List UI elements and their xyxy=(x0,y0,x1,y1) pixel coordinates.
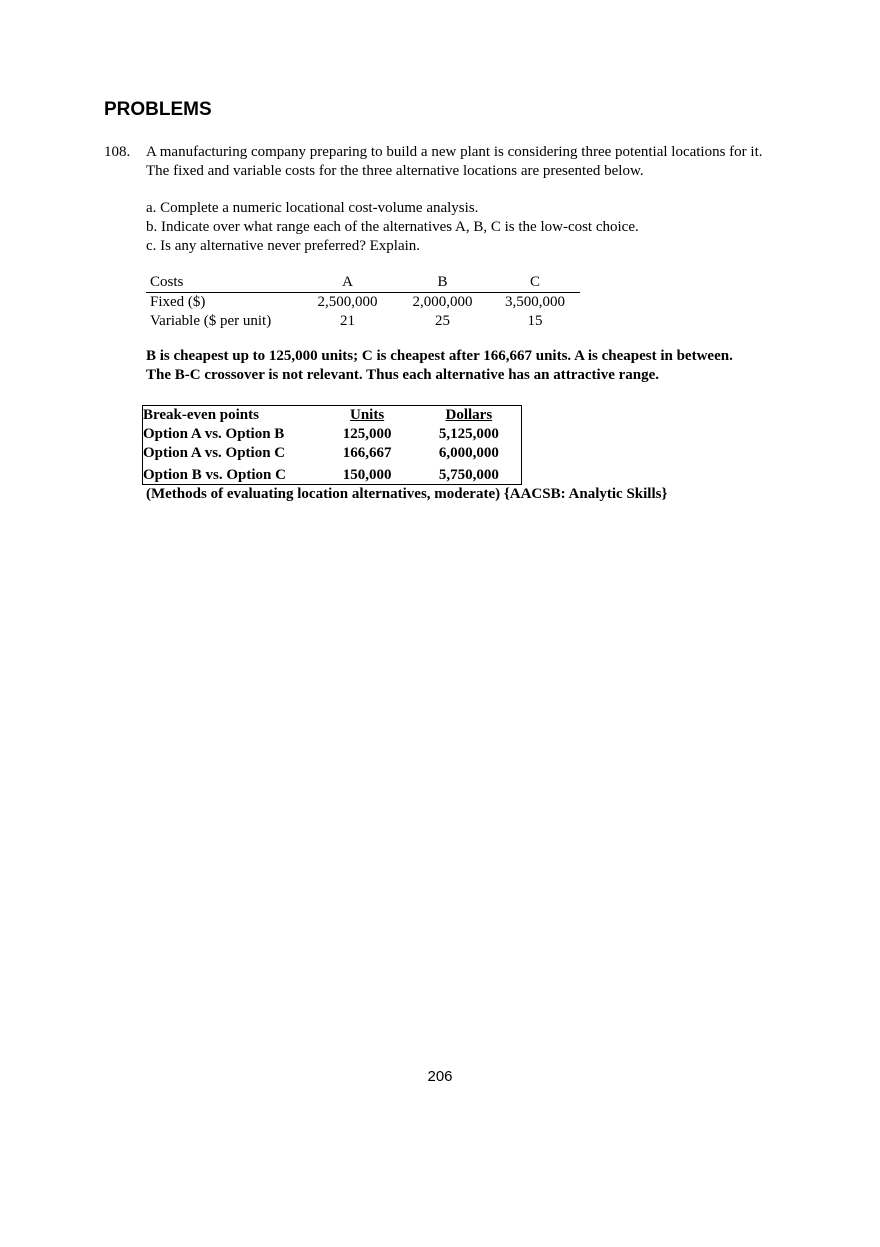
breakeven-dollars: 5,125,000 xyxy=(438,426,499,442)
cost-cell-a: 2,500,000 xyxy=(317,294,378,310)
cost-header-c: C xyxy=(490,273,580,293)
question-part-c: c. Is any alternative never preferred? Explain. xyxy=(146,238,421,254)
cost-header-a: A xyxy=(300,273,395,293)
cost-cell-b: 2,000,000 xyxy=(412,294,473,310)
methods-note: (Methods of evaluating location alternatives, moderate) {AACSB: Analytic Skills} xyxy=(146,486,668,502)
question-part-a: a. Complete a numeric locational cost-volume analysis. xyxy=(146,200,479,216)
breakeven-header-dollars: Dollars xyxy=(445,407,493,423)
breakeven-header-label: Break-even points xyxy=(143,407,259,423)
page-number: 206 xyxy=(427,1068,453,1085)
breakeven-units: 166,667 xyxy=(342,445,392,461)
breakeven-table xyxy=(143,406,521,485)
breakeven-box xyxy=(142,405,522,485)
question-parts xyxy=(146,199,639,256)
breakeven-dollars: 6,000,000 xyxy=(438,445,499,461)
question-part-b: b. Indicate over what range each of the alternatives A, B, C is the low-cost choice. xyxy=(146,219,639,235)
breakeven-units: 125,000 xyxy=(342,426,392,442)
breakeven-header-units: Units xyxy=(350,407,385,423)
answer-line: B is cheapest up to 125,000 units; C is cheapest after 166,667 units. A is cheapest in between. xyxy=(146,348,733,364)
breakeven-units: 150,000 xyxy=(342,467,392,483)
cost-header-costs: Costs xyxy=(146,273,300,293)
breakeven-dollars: 5,750,000 xyxy=(438,467,499,483)
answer-text xyxy=(146,347,806,385)
question-text: A manufacturing company preparing to build a new plant is considering three potential locations for it. The fixed and variable costs for the three alternative locations are presented below. xyxy=(146,144,763,179)
question-number: 108. xyxy=(104,144,131,160)
cost-cell-c: 15 xyxy=(527,313,543,329)
breakeven-row xyxy=(143,425,521,444)
breakeven-option-label: Option A vs. Option B xyxy=(143,426,285,442)
breakeven-header-row xyxy=(143,406,521,425)
cost-row-label: Fixed ($) xyxy=(150,294,206,310)
cost-table-header-row xyxy=(146,273,580,293)
section-title: PROBLEMS xyxy=(104,99,212,120)
cost-row-label: Variable ($ per unit) xyxy=(150,313,272,329)
breakeven-row xyxy=(143,463,521,485)
breakeven-option-label: Option B vs. Option C xyxy=(143,467,286,483)
cost-cell-a: 21 xyxy=(340,313,355,329)
cost-header-b: B xyxy=(395,273,490,293)
cost-table-row xyxy=(146,312,580,331)
breakeven-option-label: Option A vs. Option C xyxy=(143,445,286,461)
answer-line: The B-C crossover is not relevant. Thus each alternative has an attractive range. xyxy=(146,367,660,383)
cost-table-row xyxy=(146,293,580,313)
cost-cell-b: 25 xyxy=(435,313,450,329)
breakeven-row xyxy=(143,444,521,463)
cost-cell-c: 3,500,000 xyxy=(505,294,565,310)
cost-table xyxy=(146,273,580,331)
